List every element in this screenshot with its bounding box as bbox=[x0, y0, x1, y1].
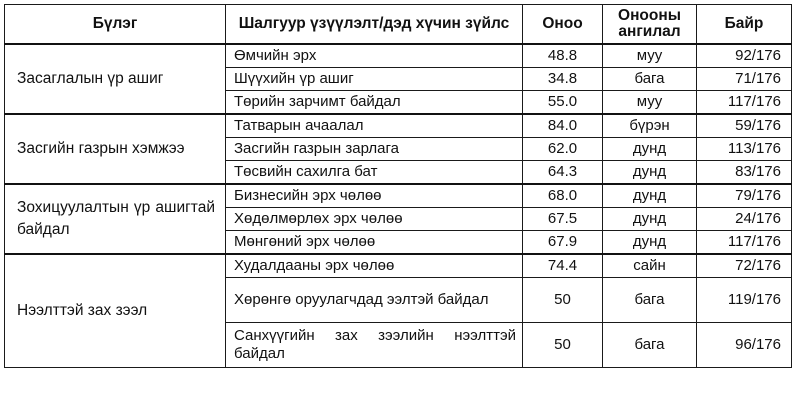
score-cell: 84.0 bbox=[523, 114, 603, 138]
header-category: Онооны ангилал bbox=[603, 5, 697, 45]
rank-cell: 117/176 bbox=[697, 91, 792, 115]
table-row bbox=[5, 184, 792, 208]
category-cell: бага bbox=[603, 278, 697, 323]
group-cell: Нээлттэй зах зээл bbox=[5, 254, 226, 368]
rank-cell: 59/176 bbox=[697, 114, 792, 138]
category-cell: дунд bbox=[603, 231, 697, 255]
indicator-cell: Татварын ачаалал bbox=[226, 114, 523, 138]
category-cell: дунд bbox=[603, 161, 697, 185]
indicator-cell: Бизнесийн эрх чөлөө bbox=[226, 184, 523, 208]
score-cell: 34.8 bbox=[523, 68, 603, 91]
score-cell: 68.0 bbox=[523, 184, 603, 208]
group-cell: Засгийн газрын хэмжээ bbox=[5, 114, 226, 184]
indicator-cell: Хөрөнгө оруулагчдад ээлтэй байдал bbox=[226, 278, 523, 323]
score-cell: 50 bbox=[523, 323, 603, 368]
rank-cell: 92/176 bbox=[697, 44, 792, 68]
rank-cell: 113/176 bbox=[697, 138, 792, 161]
header-group: Бүлэг bbox=[5, 5, 226, 45]
header-row bbox=[5, 5, 792, 45]
rank-cell: 119/176 bbox=[697, 278, 792, 323]
category-cell: бага bbox=[603, 68, 697, 91]
indicator-cell: Санхүүгийн зах зээлийн нээлттэй байдал bbox=[226, 323, 523, 368]
category-cell: дунд bbox=[603, 184, 697, 208]
indicator-cell: Худалдааны эрх чөлөө bbox=[226, 254, 523, 278]
group-cell: Зохицуулалтын үр ашигтай байдал bbox=[5, 184, 226, 254]
score-cell: 50 bbox=[523, 278, 603, 323]
economic-freedom-table bbox=[4, 4, 792, 368]
indicator-cell: Төсвийн сахилга бат bbox=[226, 161, 523, 185]
rank-cell: 117/176 bbox=[697, 231, 792, 255]
category-cell: муу bbox=[603, 91, 697, 115]
indicator-cell: Төрийн зарчимт байдал bbox=[226, 91, 523, 115]
rank-cell: 96/176 bbox=[697, 323, 792, 368]
category-cell: дунд bbox=[603, 138, 697, 161]
category-cell: бага bbox=[603, 323, 697, 368]
category-cell: сайн bbox=[603, 254, 697, 278]
score-cell: 55.0 bbox=[523, 91, 603, 115]
table-row bbox=[5, 44, 792, 68]
category-cell: дунд bbox=[603, 208, 697, 231]
score-cell: 62.0 bbox=[523, 138, 603, 161]
category-cell: бүрэн bbox=[603, 114, 697, 138]
indicator-cell: Засгийн газрын зарлага bbox=[226, 138, 523, 161]
score-cell: 74.4 bbox=[523, 254, 603, 278]
group-cell: Засаглалын үр ашиг bbox=[5, 44, 226, 114]
table-row bbox=[5, 114, 792, 138]
indicator-cell: Шүүхийн үр ашиг bbox=[226, 68, 523, 91]
indicator-cell: Мөнгөний эрх чөлөө bbox=[226, 231, 523, 255]
header-indicator: Шалгуур үзүүлэлт/дэд хүчин зүйлс bbox=[226, 5, 523, 45]
rank-cell: 71/176 bbox=[697, 68, 792, 91]
table-row bbox=[5, 254, 792, 278]
rank-cell: 24/176 bbox=[697, 208, 792, 231]
category-cell: муу bbox=[603, 44, 697, 68]
rank-cell: 72/176 bbox=[697, 254, 792, 278]
score-cell: 67.9 bbox=[523, 231, 603, 255]
header-score: Оноо bbox=[523, 5, 603, 45]
indicator-cell: Өмчийн эрх bbox=[226, 44, 523, 68]
score-cell: 67.5 bbox=[523, 208, 603, 231]
score-cell: 64.3 bbox=[523, 161, 603, 185]
header-rank: Байр bbox=[697, 5, 792, 45]
score-cell: 48.8 bbox=[523, 44, 603, 68]
indicator-cell: Хөдөлмөрлөх эрх чөлөө bbox=[226, 208, 523, 231]
rank-cell: 79/176 bbox=[697, 184, 792, 208]
rank-cell: 83/176 bbox=[697, 161, 792, 185]
